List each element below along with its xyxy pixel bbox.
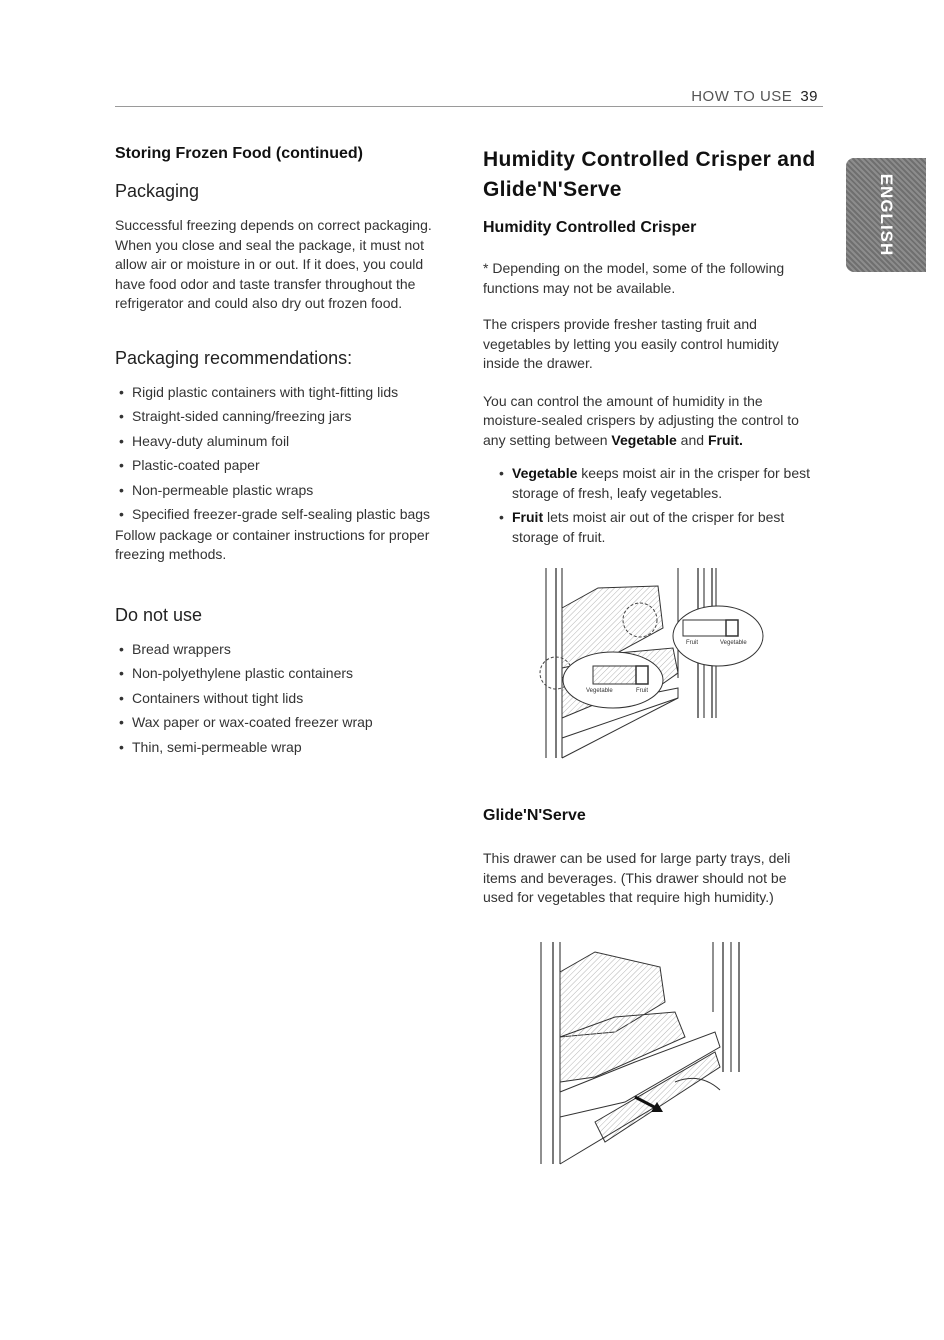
list-item: • Plastic-coated paper — [115, 456, 455, 476]
recommendations-heading: Packaging recommendations: — [115, 347, 353, 368]
list-item: • Non-permeable plastic wraps — [115, 481, 455, 501]
setting-desc: keeps moist air in the crisper for best storage of fresh, leafy vegetables. — [512, 465, 811, 501]
glide-text: This drawer can be used for large party trays, deli items and beverages. (This drawer should not be used for vegetables that require high humidity.) — [483, 850, 791, 905]
setting-term: Fruit — [512, 509, 544, 525]
crisper-control-text — [483, 392, 818, 451]
list-item: • Wax paper or wax-coated freezer wrap — [115, 713, 455, 733]
list-item: • Specified freezer-grade self-sealing plastic bags — [115, 505, 455, 525]
setting-term: Vegetable — [512, 465, 578, 481]
glide-section — [483, 807, 818, 908]
crisper-control-and: and — [676, 431, 708, 448]
list-item: • Heavy-duty aluminum foil — [115, 432, 455, 452]
list-item — [495, 464, 818, 503]
availability-note: * Depending on the model, some of the following functions may not be available. — [483, 260, 785, 296]
header-rule — [115, 106, 823, 107]
list-item: • Straight-sided canning/freezing jars — [115, 407, 455, 427]
list-item: • Non-polyethylene plastic containers — [115, 664, 455, 684]
left-column — [115, 140, 455, 762]
section-title: Storing Frozen Food (continued) — [115, 145, 363, 162]
setting-desc: lets moist air out of the crisper for best storage of fruit. — [512, 509, 785, 545]
crisper-illustration — [538, 568, 770, 762]
list-item: • Bread wrappers — [115, 640, 455, 660]
bottom-fruit-label: Fruit — [636, 688, 648, 694]
crisper-intro: The crispers provide fresher tasting fruit and vegetables by letting you easily control humidity inside the drawer. — [483, 316, 779, 371]
packaging-text: Successful freezing depends on correct packaging. When you close and seal the package, it must not allow air or moisture in or out. If it does, you could have food odor and taste transfer throughout the refrigerator and could also dry out frozen food. — [115, 217, 432, 311]
list-item: • Thin, semi-permeable wrap — [115, 738, 455, 758]
running-header — [691, 88, 818, 105]
section-name: HOW TO USE — [691, 88, 793, 105]
recommendations-note: Follow package or container instructions for proper freezing methods. — [115, 526, 430, 562]
list-item: • Rigid plastic containers with tight-fitting lids — [115, 383, 455, 403]
glide-heading: Glide'N'Serve — [483, 807, 586, 824]
fruit-term: Fruit. — [707, 431, 743, 448]
vegetable-term: Vegetable — [611, 431, 677, 448]
recommendations-list — [115, 383, 455, 525]
glide-illustration — [535, 942, 745, 1167]
list-item: • Containers without tight lids — [115, 689, 455, 709]
language-tab-label: ENGLISH — [877, 173, 896, 257]
top-vegetable-label: Vegetable — [720, 640, 747, 646]
packaging-heading: Packaging — [115, 181, 200, 201]
crisper-control-text-a: You can control the amount of humidity in the moisture-sealed crispers by adjusting the control to any setting between — [483, 392, 799, 448]
bottom-vegetable-label: Vegetable — [586, 688, 613, 694]
crisper-heading: Humidity Controlled Crisper — [483, 219, 697, 236]
top-fruit-label: Fruit — [686, 640, 698, 646]
language-tab — [846, 158, 926, 272]
do-not-use-list — [115, 640, 455, 758]
setting-list — [495, 464, 818, 547]
page-title: Humidity Controlled Crisper and Glide'N'Serve — [483, 148, 816, 201]
do-not-use-heading: Do not use — [115, 604, 203, 625]
right-column — [483, 145, 818, 552]
page-number: 39 — [800, 88, 818, 105]
list-item — [495, 508, 818, 547]
